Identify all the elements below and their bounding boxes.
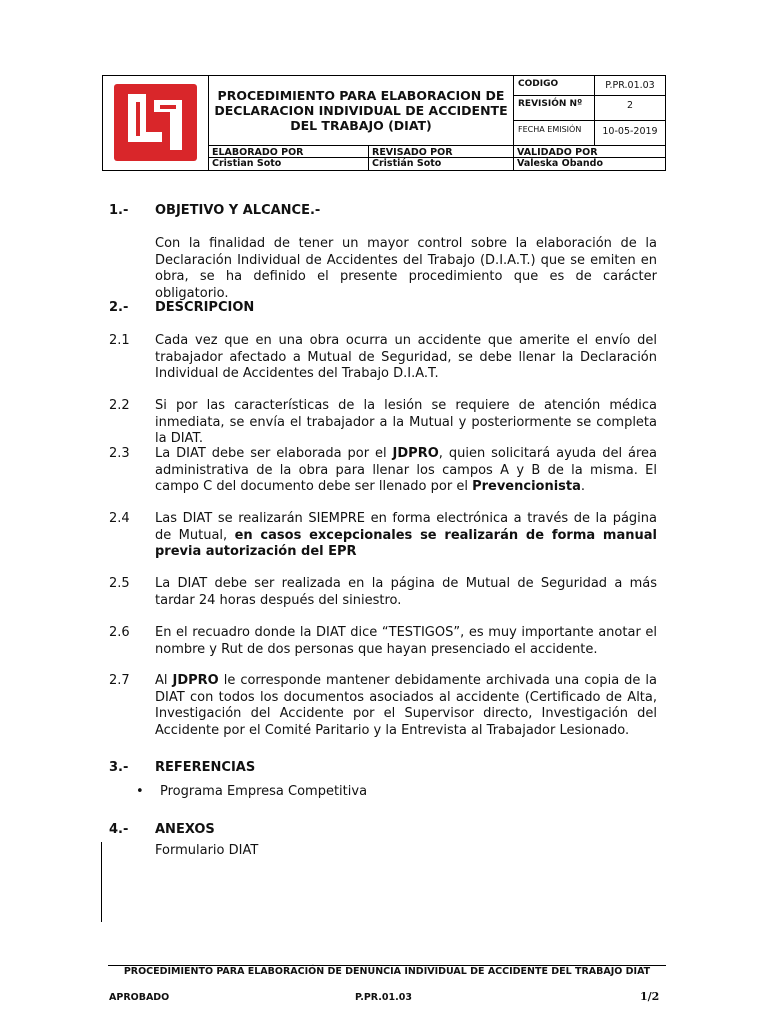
document-header-table <box>102 75 666 171</box>
annex-item: Formulario DIAT <box>155 843 259 858</box>
item-2-2-text: Si por las características de la lesión se requiere de atención médica inmediata, se envía el trabajador a la Mutual y posteriormente se completa la DIAT. <box>155 398 657 446</box>
item-2-1-number: 2.1 <box>109 333 130 348</box>
codigo-label: CODIGO <box>514 76 595 96</box>
section-1-title: OBJETIVO Y ALCANCE.- <box>155 203 321 218</box>
document-title: PROCEDIMIENTO PARA ELABORACION DE DECLARACION INDIVIDUAL DE ACCIDENTE DEL TRABAJO (DIAT) <box>209 76 514 145</box>
elaborado-label: ELABORADO POR <box>209 145 369 158</box>
item-2-6-text: En el recuadro donde la DIAT dice “TESTIGOS”, es muy importante anotar el nombre y Rut de dos personas que hayan presenciado el accidente. <box>155 625 657 657</box>
validado-name: Valeska Obando <box>517 158 604 169</box>
revisado-label: REVISADO POR <box>369 145 514 158</box>
item-2-3-number: 2.3 <box>109 446 130 461</box>
item-2-7-text: Al JDPRO le corresponde mantener debidamente archivada una copia de la DIAT con todos los documentos asociados al accidente (Certificado de Alta, Investigación del Accidente por el Supervisor directo, Investigación del Accidente por el Comité Paritario y la Entrevista al Trabajador Lesionado. <box>155 673 657 738</box>
section-4-title: ANEXOS <box>155 822 215 837</box>
elaborado-name: Cristian Soto <box>209 158 369 170</box>
fecha-value: 10-05-2019 <box>602 126 658 137</box>
page-number: 1/2 <box>640 990 660 1003</box>
footer-code: P.PR.01.03 <box>355 992 412 1003</box>
item-2-7-number: 2.7 <box>109 673 130 688</box>
codigo-value: P.PR.01.03 <box>595 76 665 96</box>
item-2-2-number: 2.2 <box>109 398 130 413</box>
logo-cell <box>103 76 209 170</box>
item-2-4-number: 2.4 <box>109 511 130 526</box>
section-3-title: REFERENCIAS <box>155 760 256 775</box>
revision-value: 2 <box>595 96 665 121</box>
item-2-4-text: Las DIAT se realizarán SIEMPRE en forma electrónica a través de la página de Mutual, en casos excepcionales se realizarán de forma manual previa autorización del EPR <box>155 511 657 559</box>
section-3-number: 3.- <box>109 760 129 775</box>
footer-approved: APROBADO <box>109 992 170 1003</box>
fecha-label: FECHA EMISIÓN <box>514 121 595 145</box>
logo-mark-icon <box>114 84 197 161</box>
section-1-number: 1.- <box>109 203 129 218</box>
item-2-5-text: La DIAT debe ser realizada en la página de Mutual de Seguridad a más tardar 24 horas después del siniestro. <box>155 576 657 608</box>
footer-title: PROCEDIMIENTO PARA ELABORACIÓN DE DENUNCIA INDIVIDUAL DE ACCIDENTE DEL TRABAJO DIAT <box>123 966 651 977</box>
item-2-5-number: 2.5 <box>109 576 130 591</box>
item-2-1-text: Cada vez que en una obra ocurra un accidente que amerite el envío del trabajador afectado a Mutual de Seguridad, se debe llenar la Declaración Individual de Accidentes del Trabajo D.I.A.T. <box>155 333 657 381</box>
validado-label: VALIDADO POR <box>514 145 665 158</box>
bullet-icon: • <box>136 784 144 799</box>
revision-label: REVISIÓN Nº <box>514 96 595 121</box>
item-2-3-text: La DIAT debe ser elaborada por el JDPRO, quien solicitará ayuda del área administrativa de la obra para llenar los campos A y B de la misma. El campo C del documento debe ser llenado por el Prevencionista. <box>155 446 657 494</box>
section-2-title: DESCRIPCION <box>155 300 255 315</box>
section-4-number: 4.- <box>109 822 129 837</box>
section-1-text: Con la finalidad de tener un mayor control sobre la elaboración de la Declaración Individual de Accidentes del Trabajo (D.I.A.T.) que se emiten en obra, se ha definido el presente procedimiento que es de carácter obligatorio. <box>155 236 657 301</box>
margin-rule <box>101 842 102 922</box>
company-logo <box>114 84 197 161</box>
section-2-number: 2.- <box>109 300 129 315</box>
reference-item: Programa Empresa Competitiva <box>160 784 368 799</box>
item-2-6-number: 2.6 <box>109 625 130 640</box>
revisado-name: Cristián Soto <box>369 158 514 170</box>
